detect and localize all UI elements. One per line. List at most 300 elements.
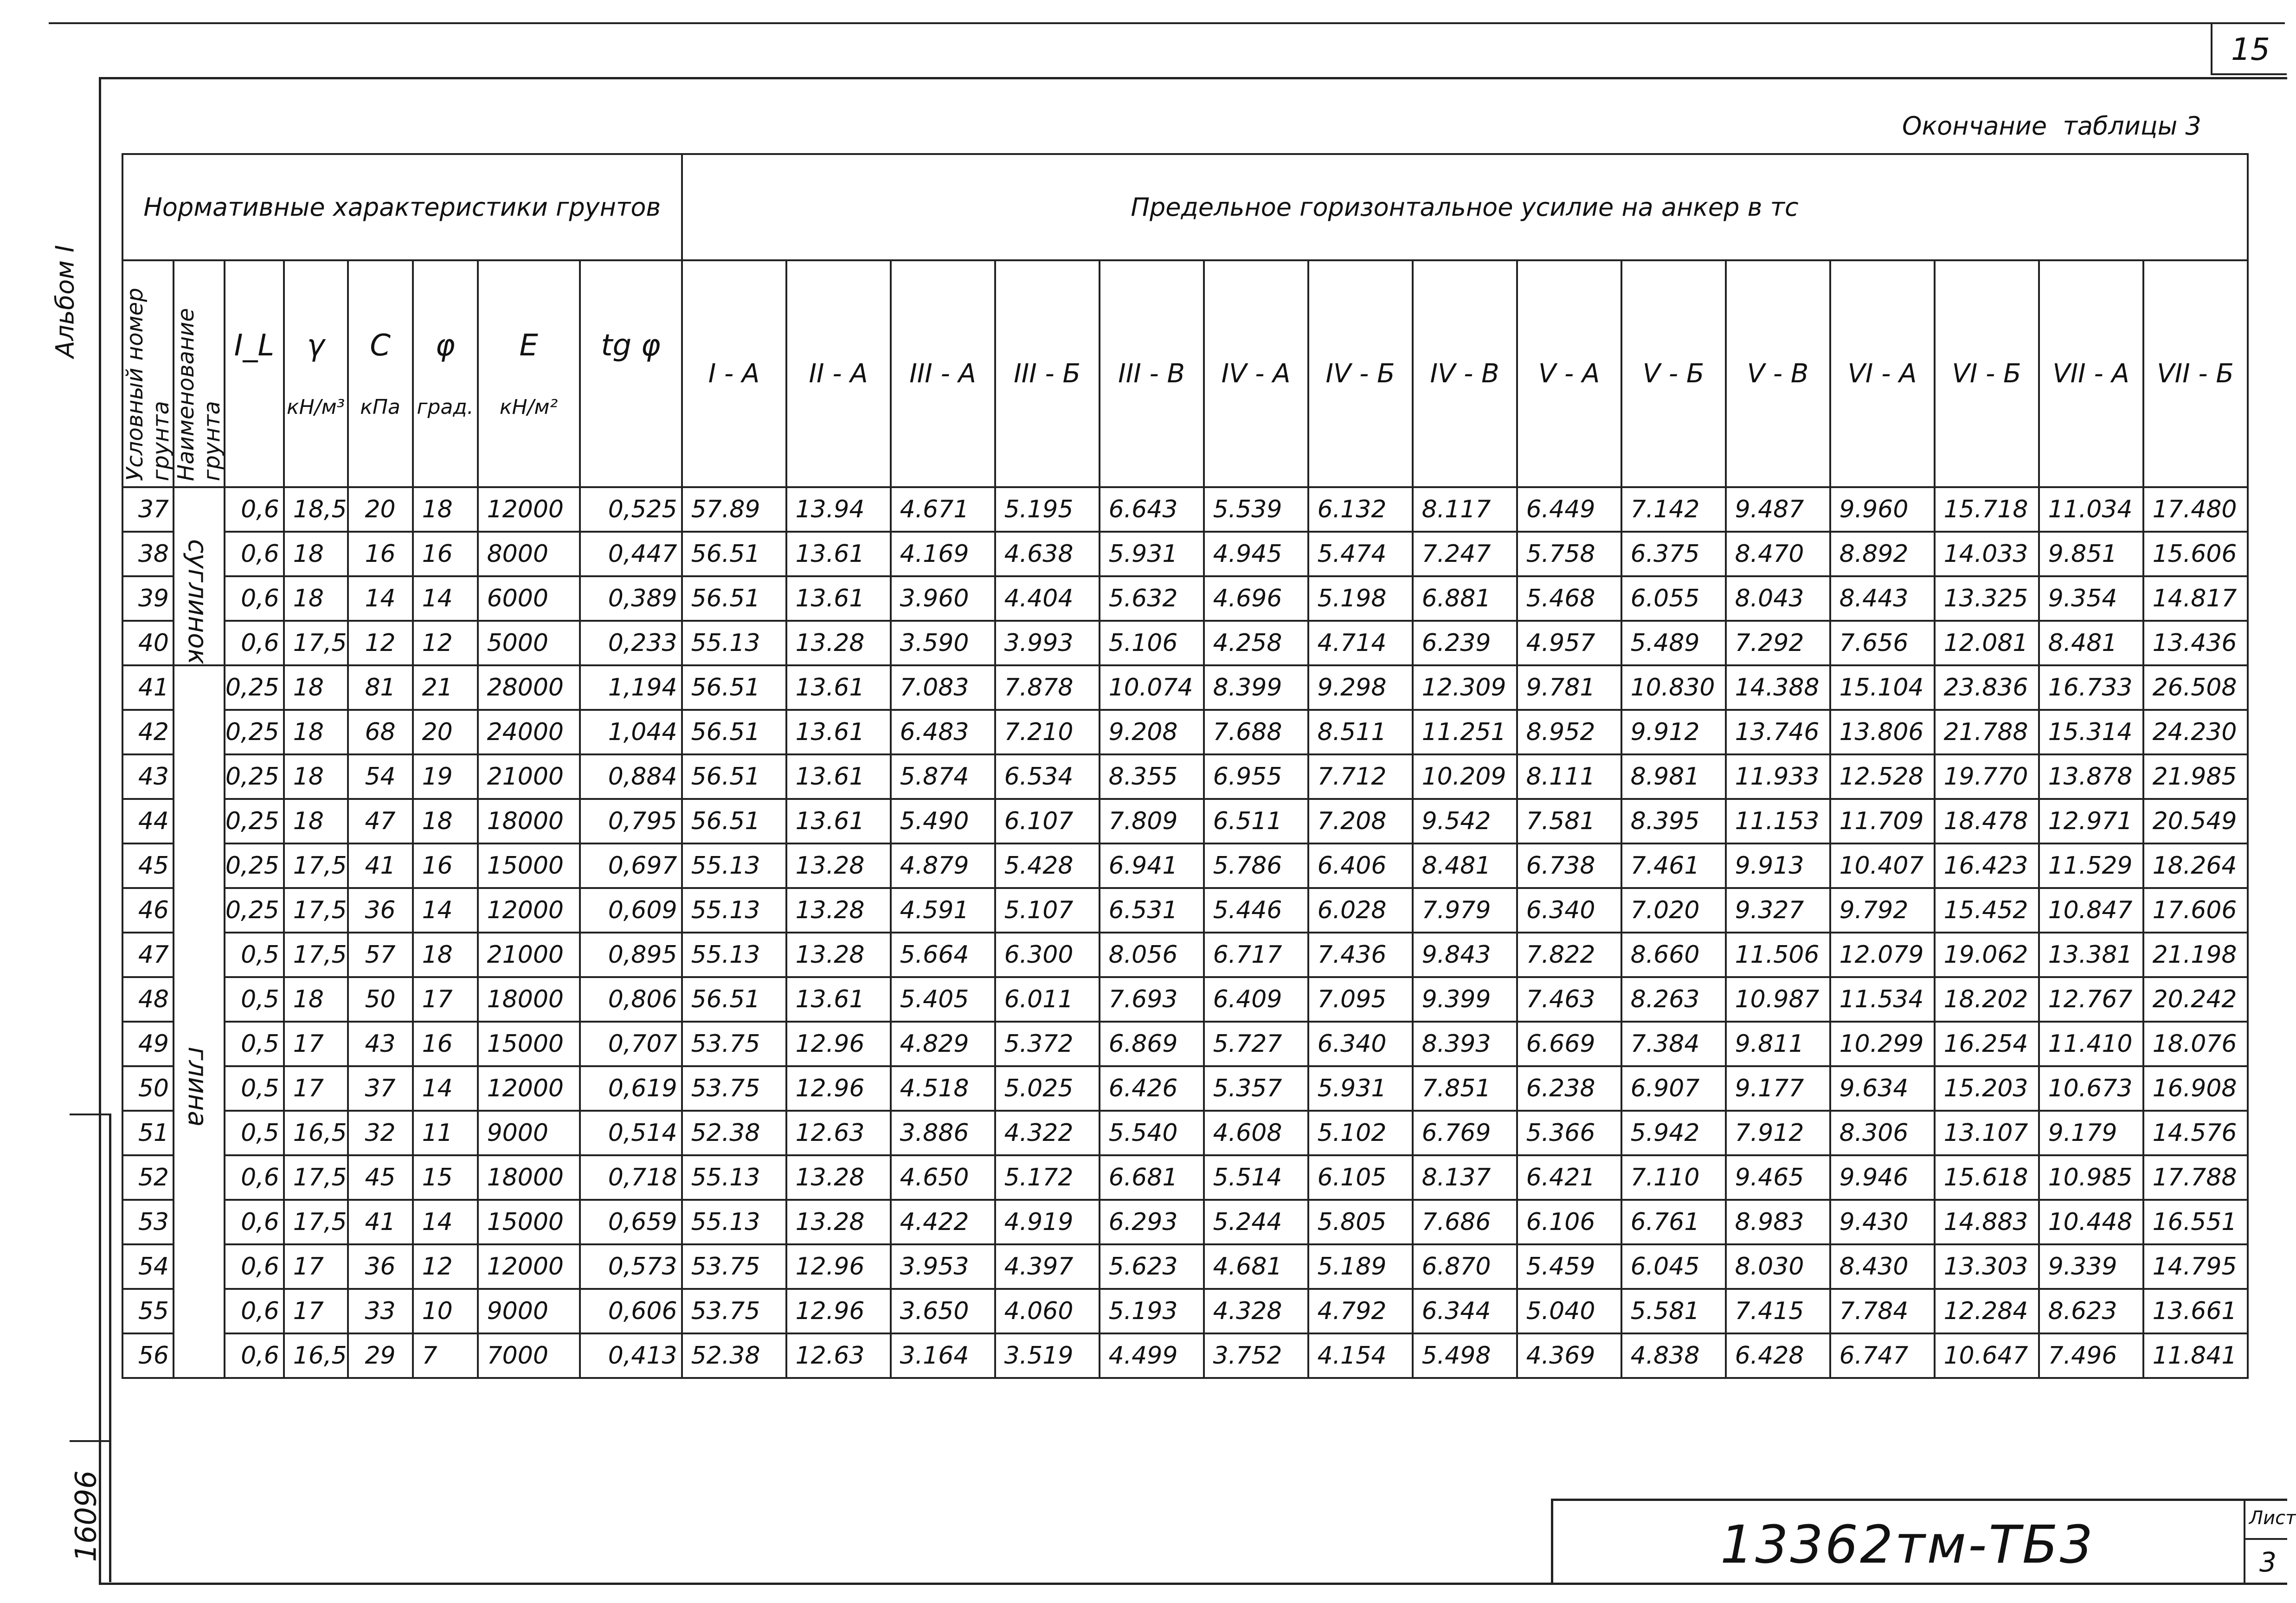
anchor-force-cell: 4.328 [1204,1289,1308,1333]
gamma-cell: 18 [284,754,348,799]
anchor-force-cell: 6.643 [1100,487,1204,532]
anchor-force-cell: 7.979 [1413,888,1517,933]
anchor-force-cell: 8.981 [1621,754,1726,799]
page-number: 15 [2231,32,2270,67]
anchor-force-cell: 13.61 [786,665,891,710]
soil-anchor-table [122,153,2249,1379]
anchor-force-cell: 6.107 [995,799,1100,843]
anchor-force-cell: 8.306 [1830,1111,1935,1155]
anchor-force-cell: 5.805 [1308,1200,1413,1244]
anchor-force-cell: 12.081 [1935,621,2039,665]
anchor-force-cell: 53.75 [682,1066,786,1111]
anchor-force-cell: 5.942 [1621,1111,1726,1155]
tg-cell: 0,606 [580,1289,682,1333]
c-cell: 47 [348,799,413,843]
header-il-symbol: I_L [234,328,275,363]
anchor-force-cell: 11.933 [1726,754,1830,799]
anchor-force-cell: 8.481 [2039,621,2143,665]
sheet-cell [2244,1501,2296,1583]
il-cell: 0,25 [225,710,284,754]
anchor-force-cell: 13.436 [2143,621,2248,665]
header-gamma-unit: кН/м³ [287,395,345,419]
anchor-force-cell: 8.030 [1726,1244,1830,1289]
anchor-force-cell: 5.468 [1517,576,1621,621]
anchor-force-cell: 14.576 [2143,1111,2248,1155]
anchor-force-cell: 6.028 [1308,888,1413,933]
anchor-force-cell: 9.430 [1830,1200,1935,1244]
anchor-force-cell: 3.590 [891,621,995,665]
anchor-force-cell: 8.511 [1308,710,1413,754]
anchor-force-cell: 19.062 [1935,933,2039,977]
anchor-force-cell: 5.490 [891,799,995,843]
anchor-force-cell: 13.28 [786,933,891,977]
anchor-force-cell: 9.177 [1726,1066,1830,1111]
anchor-force-cell: 10.448 [2039,1200,2143,1244]
anchor-force-cell: 23.836 [1935,665,2039,710]
anchor-force-cell: 5.428 [995,843,1100,888]
anchor-force-cell: 5.102 [1308,1111,1413,1155]
anchor-force-cell: 9.399 [1413,977,1517,1022]
anchor-force-cell: 9.327 [1726,888,1830,933]
anchor-force-cell: 14.817 [2143,576,2248,621]
anchor-force-cell: 6.409 [1204,977,1308,1022]
anchor-force-cell: 7.822 [1517,933,1621,977]
anchor-force-cell: 5.498 [1413,1333,1517,1378]
phi-cell: 14 [413,576,478,621]
anchor-force-cell: 16.423 [1935,843,2039,888]
header-soil-name [174,260,225,487]
anchor-force-cell: 18.478 [1935,799,2039,843]
anchor-force-cell: 8.117 [1413,487,1517,532]
anchor-force-cell: 5.632 [1100,576,1204,621]
anchor-force-cell: 9.843 [1413,933,1517,977]
document-designation: 13362тм-ТБ3 [1720,1515,2095,1575]
e-cell: 21000 [478,933,580,977]
anchor-force-cell: 6.239 [1413,621,1517,665]
anchor-force-cell: 5.357 [1204,1066,1308,1111]
header-e-symbol: E [519,328,538,363]
header-phi-symbol: φ [435,328,455,363]
c-cell: 68 [348,710,413,754]
anchor-force-cell: 4.696 [1204,576,1308,621]
anchor-force-cell: 4.369 [1517,1333,1621,1378]
soil-number-cell: 40 [122,621,174,665]
anchor-force-cell: 10.847 [2039,888,2143,933]
group-header-soil-characteristics: Нормативные характеристики грунтов [122,154,682,260]
il-cell: 0,6 [225,1333,284,1378]
anchor-force-cell: 6.769 [1413,1111,1517,1155]
soil-number-cell: 53 [122,1200,174,1244]
anchor-force-cell: 8.623 [2039,1289,2143,1333]
tg-cell: 0,659 [580,1200,682,1244]
anchor-force-cell: 4.945 [1204,532,1308,576]
il-cell: 0,5 [225,933,284,977]
anchor-force-cell: 6.738 [1517,843,1621,888]
table-row [122,710,2248,754]
c-cell: 81 [348,665,413,710]
anchor-force-cell: 8.056 [1100,933,1204,977]
anchor-force-cell: 7.784 [1830,1289,1935,1333]
anchor-force-cell: 5.244 [1204,1200,1308,1244]
anchor-force-cell: 7.912 [1726,1111,1830,1155]
header-anchor: V - Б [1621,260,1726,487]
tg-cell: 0,697 [580,843,682,888]
anchor-force-cell: 6.955 [1204,754,1308,799]
header-phi [413,260,478,487]
anchor-force-cell: 7.110 [1621,1155,1726,1200]
anchor-force-cell: 6.941 [1100,843,1204,888]
anchor-force-cell: 17.480 [2143,487,2248,532]
e-cell: 9000 [478,1111,580,1155]
e-cell: 28000 [478,665,580,710]
anchor-force-cell: 24.230 [2143,710,2248,754]
anchor-force-cell: 13.61 [786,532,891,576]
anchor-force-cell: 13.661 [2143,1289,2248,1333]
e-cell: 5000 [478,621,580,665]
anchor-force-cell: 5.189 [1308,1244,1413,1289]
il-cell: 0,6 [225,576,284,621]
table-row [122,576,2248,621]
anchor-force-cell: 55.13 [682,1200,786,1244]
anchor-force-cell: 8.470 [1726,532,1830,576]
e-cell: 21000 [478,754,580,799]
anchor-force-cell: 9.912 [1621,710,1726,754]
header-anchor: IV - A [1204,260,1308,487]
table-row [122,888,2248,933]
anchor-force-cell: 7.851 [1413,1066,1517,1111]
anchor-force-cell: 7.020 [1621,888,1726,933]
anchor-force-cell: 6.747 [1830,1333,1935,1378]
anchor-force-cell: 5.106 [1100,621,1204,665]
anchor-force-cell: 12.63 [786,1111,891,1155]
phi-cell: 16 [413,843,478,888]
anchor-force-cell: 55.13 [682,1155,786,1200]
top-border-line [49,22,2285,24]
header-anchor: V - A [1517,260,1621,487]
anchor-force-cell: 12.528 [1830,754,1935,799]
anchor-force-cell: 15.718 [1935,487,2039,532]
anchor-force-cell: 8.137 [1413,1155,1517,1200]
header-anchor: III - A [891,260,995,487]
anchor-force-cell: 13.61 [786,799,891,843]
anchor-force-cell: 53.75 [682,1244,786,1289]
tg-cell: 0,895 [580,933,682,977]
e-cell: 12000 [478,487,580,532]
anchor-force-cell: 5.193 [1100,1289,1204,1333]
c-cell: 37 [348,1066,413,1111]
anchor-force-cell: 17.606 [2143,888,2248,933]
tg-cell: 0,389 [580,576,682,621]
anchor-force-cell: 9.781 [1517,665,1621,710]
tg-cell: 1,044 [580,710,682,754]
anchor-force-cell: 5.107 [995,888,1100,933]
c-cell: 43 [348,1022,413,1066]
e-cell: 8000 [478,532,580,576]
anchor-force-cell: 4.638 [995,532,1100,576]
anchor-force-cell: 9.634 [1830,1066,1935,1111]
anchor-force-cell: 16.254 [1935,1022,2039,1066]
anchor-force-cell: 5.786 [1204,843,1308,888]
header-soil-number-label: Условный номер грунта [122,287,174,481]
anchor-force-cell: 13.28 [786,1155,891,1200]
anchor-force-cell: 9.542 [1413,799,1517,843]
header-gamma-symbol: γ [307,328,325,363]
anchor-force-cell: 9.208 [1100,710,1204,754]
anchor-force-cell: 11.529 [2039,843,2143,888]
table-row [122,487,2248,532]
anchor-force-cell: 7.247 [1413,532,1517,576]
anchor-force-cell: 6.406 [1308,843,1413,888]
anchor-force-cell: 12.309 [1413,665,1517,710]
anchor-force-cell: 6.340 [1308,1022,1413,1066]
anchor-force-cell: 4.879 [891,843,995,888]
anchor-force-cell: 9.792 [1830,888,1935,933]
phi-cell: 17 [413,977,478,1022]
anchor-force-cell: 4.322 [995,1111,1100,1155]
c-cell: 36 [348,888,413,933]
e-cell: 15000 [478,1022,580,1066]
e-cell: 15000 [478,1200,580,1244]
anchor-force-cell: 13.61 [786,576,891,621]
anchor-force-cell: 3.164 [891,1333,995,1378]
anchor-force-cell: 7.712 [1308,754,1413,799]
gamma-cell: 17 [284,1022,348,1066]
anchor-force-cell: 7.656 [1830,621,1935,665]
anchor-force-cell: 56.51 [682,754,786,799]
anchor-force-cell: 7.686 [1413,1200,1517,1244]
anchor-force-cell: 13.28 [786,1200,891,1244]
c-cell: 54 [348,754,413,799]
anchor-force-cell: 6.428 [1726,1333,1830,1378]
il-cell: 0,5 [225,1022,284,1066]
table-row [122,754,2248,799]
anchor-force-cell: 4.422 [891,1200,995,1244]
tg-cell: 0,525 [580,487,682,532]
anchor-force-cell: 13.878 [2039,754,2143,799]
anchor-force-cell: 53.75 [682,1289,786,1333]
tg-cell: 0,707 [580,1022,682,1066]
tg-cell: 0,718 [580,1155,682,1200]
e-cell: 15000 [478,843,580,888]
anchor-force-cell: 10.673 [2039,1066,2143,1111]
il-cell: 0,25 [225,888,284,933]
table-row [122,1244,2248,1289]
anchor-force-cell: 4.154 [1308,1333,1413,1378]
gamma-cell: 18 [284,576,348,621]
e-cell: 7000 [478,1333,580,1378]
anchor-force-cell: 15.606 [2143,532,2248,576]
gamma-cell: 18 [284,799,348,843]
tg-cell: 0,233 [580,621,682,665]
soil-number-cell: 54 [122,1244,174,1289]
page-number-box [2211,22,2287,75]
il-cell: 0,25 [225,799,284,843]
header-anchor: I - A [682,260,786,487]
soil-number-cell: 48 [122,977,174,1022]
c-cell: 20 [348,487,413,532]
soil-number-cell: 45 [122,843,174,888]
anchor-force-cell: 6.045 [1621,1244,1726,1289]
anchor-force-cell: 3.960 [891,576,995,621]
sheet-cell-divider [2245,1538,2287,1540]
gamma-cell: 18 [284,532,348,576]
anchor-force-cell: 12.63 [786,1333,891,1378]
table-row [122,1289,2248,1333]
anchor-force-cell: 10.830 [1621,665,1726,710]
c-cell: 50 [348,977,413,1022]
anchor-force-cell: 16.733 [2039,665,2143,710]
anchor-force-cell: 7.809 [1100,799,1204,843]
anchor-force-cell: 56.51 [682,799,786,843]
anchor-force-cell: 7.384 [1621,1022,1726,1066]
anchor-force-cell: 13.61 [786,754,891,799]
header-c-unit: кПа [360,395,400,419]
anchor-force-cell: 9.851 [2039,532,2143,576]
header-anchor: VI - A [1830,260,1935,487]
anchor-force-cell: 13.325 [1935,576,2039,621]
anchor-force-cell: 6.534 [995,754,1100,799]
tg-cell: 0,573 [580,1244,682,1289]
gamma-cell: 17,5 [284,843,348,888]
anchor-force-cell: 11.506 [1726,933,1830,977]
anchor-force-cell: 55.13 [682,621,786,665]
anchor-force-cell: 9.811 [1726,1022,1830,1066]
anchor-force-cell: 9.298 [1308,665,1413,710]
anchor-force-cell: 7.095 [1308,977,1413,1022]
anchor-force-cell: 10.987 [1726,977,1830,1022]
anchor-force-cell: 9.354 [2039,576,2143,621]
anchor-force-cell: 7.461 [1621,843,1726,888]
anchor-force-cell: 12.767 [2039,977,2143,1022]
phi-cell: 12 [413,1244,478,1289]
anchor-force-cell: 6.717 [1204,933,1308,977]
anchor-force-cell: 16.551 [2143,1200,2248,1244]
anchor-force-cell: 8.399 [1204,665,1308,710]
anchor-force-cell: 9.913 [1726,843,1830,888]
soil-number-cell: 42 [122,710,174,754]
phi-cell: 15 [413,1155,478,1200]
header-il [225,260,284,487]
anchor-force-cell: 13.806 [1830,710,1935,754]
table-row [122,1333,2248,1378]
anchor-force-cell: 8.952 [1517,710,1621,754]
anchor-force-cell: 8.481 [1413,843,1517,888]
anchor-force-cell: 6.426 [1100,1066,1204,1111]
group-header-anchor-force: Предельное горизонтальное усилие на анкер в тс [682,154,2248,260]
soil-number-cell: 55 [122,1289,174,1333]
table-row [122,799,2248,843]
anchor-force-cell: 8.443 [1830,576,1935,621]
anchor-force-cell: 57.89 [682,487,786,532]
gamma-cell: 17 [284,1244,348,1289]
anchor-force-cell: 7.142 [1621,487,1726,532]
c-cell: 12 [348,621,413,665]
anchor-force-cell: 8.393 [1413,1022,1517,1066]
header-anchor: III - B [1100,260,1204,487]
il-cell: 0,6 [225,532,284,576]
tg-cell: 0,514 [580,1111,682,1155]
header-anchor: VII - A [2039,260,2143,487]
anchor-force-cell: 7.436 [1308,933,1413,977]
anchor-force-cell: 3.519 [995,1333,1100,1378]
gamma-cell: 18,5 [284,487,348,532]
anchor-force-cell: 14.033 [1935,532,2039,576]
anchor-force-cell: 5.195 [995,487,1100,532]
anchor-force-cell: 4.404 [995,576,1100,621]
anchor-force-cell: 15.104 [1830,665,1935,710]
anchor-force-cell: 6.669 [1517,1022,1621,1066]
album-label: Альбом I [50,245,80,358]
anchor-force-cell: 8.355 [1100,754,1204,799]
soil-number-cell: 39 [122,576,174,621]
c-cell: 41 [348,1200,413,1244]
anchor-force-cell: 10.985 [2039,1155,2143,1200]
gamma-cell: 17,5 [284,1200,348,1244]
e-cell: 18000 [478,799,580,843]
anchor-force-cell: 11.251 [1413,710,1517,754]
anchor-force-cell: 10.209 [1413,754,1517,799]
anchor-force-cell: 8.111 [1517,754,1621,799]
anchor-force-cell: 13.28 [786,888,891,933]
tg-cell: 0,413 [580,1333,682,1378]
header-soil-number [122,260,174,487]
gamma-cell: 17,5 [284,933,348,977]
anchor-force-cell: 4.591 [891,888,995,933]
anchor-force-cell: 13.381 [2039,933,2143,977]
anchor-force-cell: 6.132 [1308,487,1413,532]
anchor-force-cell: 4.957 [1517,621,1621,665]
soil-number-cell: 52 [122,1155,174,1200]
anchor-force-cell: 21.985 [2143,754,2248,799]
gamma-cell: 17 [284,1289,348,1333]
header-soil-name-label: Наименование грунта [173,308,225,481]
anchor-force-cell: 11.841 [2143,1333,2248,1378]
archive-number: 16096 [69,1470,103,1562]
anchor-force-cell: 8.043 [1726,576,1830,621]
phi-cell: 19 [413,754,478,799]
c-cell: 36 [348,1244,413,1289]
table-row [122,1022,2248,1066]
header-tg-symbol: tg φ [601,328,661,363]
anchor-force-cell: 11.410 [2039,1022,2143,1066]
anchor-force-cell: 21.788 [1935,710,2039,754]
soil-number-cell: 46 [122,888,174,933]
table-body [122,487,2248,1378]
anchor-force-cell: 6.344 [1413,1289,1517,1333]
tg-cell: 1,194 [580,665,682,710]
c-cell: 45 [348,1155,413,1200]
anchor-force-cell: 13.746 [1726,710,1830,754]
anchor-force-cell: 6.300 [995,933,1100,977]
e-cell: 24000 [478,710,580,754]
il-cell: 0,6 [225,487,284,532]
anchor-force-cell: 4.919 [995,1200,1100,1244]
header-tg [580,260,682,487]
il-cell: 0,5 [225,1066,284,1111]
phi-cell: 14 [413,888,478,933]
soil-name-label: суглинок [182,539,212,665]
anchor-force-cell: 6.106 [1517,1200,1621,1244]
anchor-force-cell: 18.264 [2143,843,2248,888]
anchor-force-cell: 4.681 [1204,1244,1308,1289]
anchor-force-cell: 11.034 [2039,487,2143,532]
anchor-force-cell: 13.28 [786,621,891,665]
header-anchor: II - A [786,260,891,487]
gamma-cell: 17,5 [284,1155,348,1200]
il-cell: 0,6 [225,1289,284,1333]
anchor-force-cell: 9.179 [2039,1111,2143,1155]
c-cell: 29 [348,1333,413,1378]
